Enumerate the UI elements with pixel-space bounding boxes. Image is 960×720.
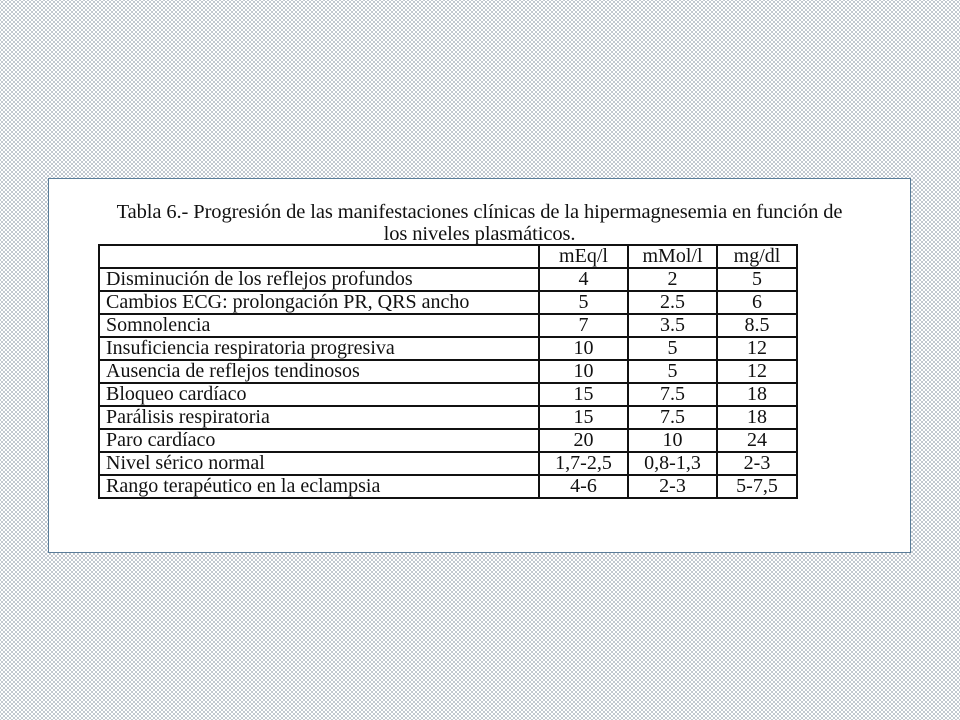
- row-label: Parálisis respiratoria: [99, 406, 539, 429]
- table-row: [99, 337, 797, 360]
- cell-mmol: 5: [628, 337, 717, 360]
- table-row: [99, 429, 797, 452]
- cell-meq: 10: [539, 337, 628, 360]
- table-row: [99, 360, 797, 383]
- cell-mgdl: 12: [717, 360, 797, 383]
- header-mmol: mMol/l: [628, 245, 717, 268]
- caption-line-2: los niveles plasmáticos.: [383, 223, 576, 245]
- cell-mmol: 2-3: [628, 475, 717, 498]
- cell-meq: 4-6: [539, 475, 628, 498]
- row-label: Nivel sérico normal: [99, 452, 539, 475]
- row-label: Cambios ECG: prolongación PR, QRS ancho: [99, 291, 539, 314]
- cell-mmol: 3.5: [628, 314, 717, 337]
- cell-meq: 7: [539, 314, 628, 337]
- cell-meq: 20: [539, 429, 628, 452]
- cell-mgdl: 24: [717, 429, 797, 452]
- table-header-row: [99, 245, 797, 268]
- cell-mgdl: 5: [717, 268, 797, 291]
- cell-mgdl: 2-3: [717, 452, 797, 475]
- cell-meq: 15: [539, 383, 628, 406]
- cell-mgdl: 12: [717, 337, 797, 360]
- cell-mmol: 0,8-1,3: [628, 452, 717, 475]
- row-label: Somnolencia: [99, 314, 539, 337]
- cell-mmol: 10: [628, 429, 717, 452]
- caption-line-1: Tabla 6.- Progresión de las manifestaciones clínicas de la hipermagnesemia en función de: [116, 201, 843, 223]
- row-label: Paro cardíaco: [99, 429, 539, 452]
- cell-meq: 15: [539, 406, 628, 429]
- table-row: [99, 268, 797, 291]
- header-meq: mEq/l: [539, 245, 628, 268]
- cell-mgdl: 18: [717, 383, 797, 406]
- cell-mmol: 2.5: [628, 291, 717, 314]
- table-row: [99, 452, 797, 475]
- cell-meq: 10: [539, 360, 628, 383]
- row-label: Disminución de los reflejos profundos: [99, 268, 539, 291]
- cell-meq: 4: [539, 268, 628, 291]
- cell-mgdl: 5-7,5: [717, 475, 797, 498]
- table-row: [99, 383, 797, 406]
- cell-mgdl: 8.5: [717, 314, 797, 337]
- header-empty-cell: [99, 245, 539, 268]
- cell-mmol: 7.5: [628, 406, 717, 429]
- cell-mmol: 5: [628, 360, 717, 383]
- hypermagnesemia-table: [98, 244, 798, 499]
- cell-mgdl: 6: [717, 291, 797, 314]
- table-row: [99, 406, 797, 429]
- cell-meq: 1,7-2,5: [539, 452, 628, 475]
- table-row: [99, 291, 797, 314]
- cell-mgdl: 18: [717, 406, 797, 429]
- row-label: Insuficiencia respiratoria progresiva: [99, 337, 539, 360]
- cell-meq: 5: [539, 291, 628, 314]
- table-row: [99, 475, 797, 498]
- header-mgdl: mg/dl: [717, 245, 797, 268]
- row-label: Bloqueo cardíaco: [99, 383, 539, 406]
- cell-mmol: 7.5: [628, 383, 717, 406]
- slide-panel: [48, 178, 911, 553]
- cell-mmol: 2: [628, 268, 717, 291]
- row-label: Ausencia de reflejos tendinosos: [99, 360, 539, 383]
- row-label: Rango terapéutico en la eclampsia: [99, 475, 539, 498]
- table-row: [99, 314, 797, 337]
- table-caption: [49, 201, 910, 245]
